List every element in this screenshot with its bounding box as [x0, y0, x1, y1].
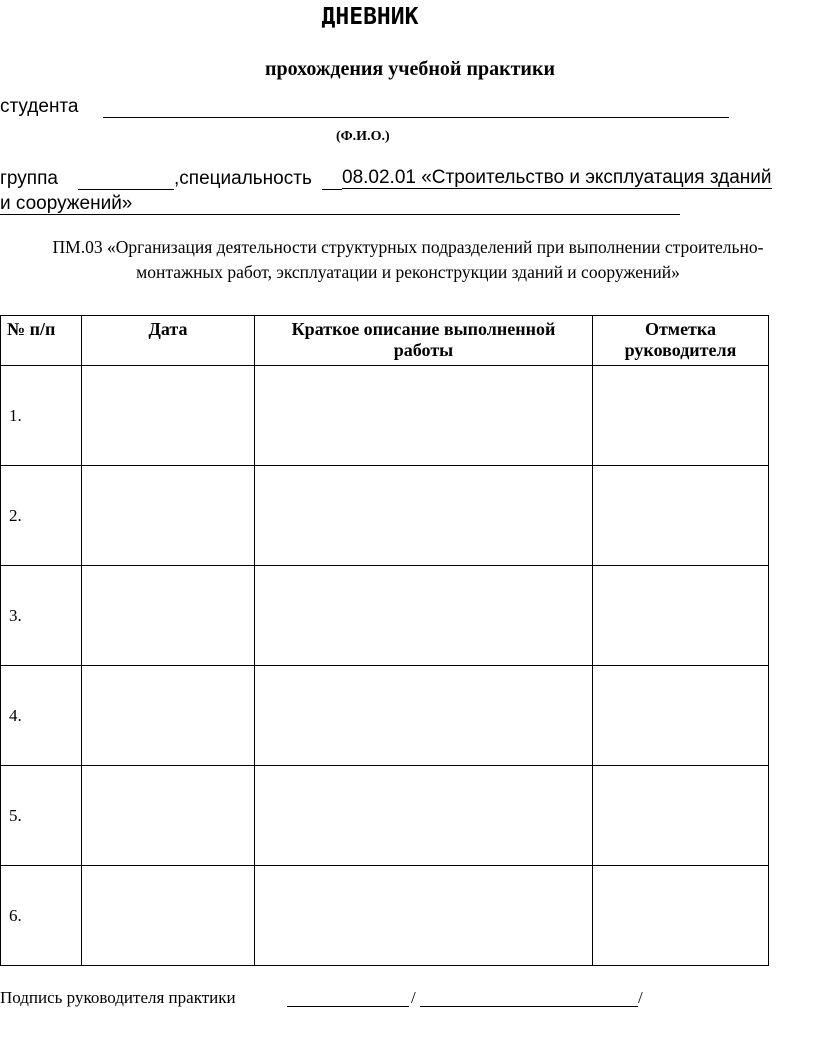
table-row — [1, 866, 769, 966]
table-row — [1, 766, 769, 866]
mark-cell[interactable] — [593, 766, 769, 866]
table-row — [1, 466, 769, 566]
row-number: 1. — [1, 366, 82, 466]
row-number: 6. — [1, 866, 82, 966]
table-row — [1, 566, 769, 666]
module-line-1: ПМ.03 «Организация деятельности структурных подразделений при выполнении строительно- — [52, 237, 764, 257]
module-line-2: монтажных работ, эксплуатации и реконструкции зданий и сооружений» — [136, 262, 680, 282]
description-cell[interactable] — [255, 666, 593, 766]
specialty-label: ,специальность — [174, 168, 312, 189]
description-cell[interactable] — [255, 866, 593, 966]
table-row — [1, 366, 769, 466]
header-mark — [593, 316, 769, 366]
row-number: 4. — [1, 666, 82, 766]
mark-cell[interactable] — [593, 866, 769, 966]
signature-name-field[interactable] — [420, 1006, 638, 1007]
description-cell[interactable] — [255, 466, 593, 566]
date-cell[interactable] — [82, 366, 255, 466]
description-cell[interactable] — [255, 366, 593, 466]
date-cell[interactable] — [82, 866, 255, 966]
specialty-underline-lead — [322, 189, 342, 190]
date-cell[interactable] — [82, 666, 255, 766]
row-number: 5. — [1, 766, 82, 866]
table-row — [1, 666, 769, 766]
fio-caption: (Ф.И.О.) — [336, 129, 390, 144]
diary-table — [0, 315, 769, 966]
document-subtitle: прохождения учебной практики — [264, 58, 556, 80]
table-header-row — [1, 316, 769, 366]
header-mark-line1: Отметка — [644, 319, 717, 339]
mark-cell[interactable] — [593, 366, 769, 466]
student-label: студента — [0, 96, 79, 117]
header-num: № п/п — [1, 316, 82, 366]
group-field[interactable] — [78, 189, 174, 190]
group-label: группа — [0, 168, 58, 189]
mark-cell[interactable] — [593, 666, 769, 766]
document-title: ДНЕВНИК — [321, 4, 419, 30]
header-description-line2: работы — [393, 340, 454, 360]
specialty-underline-tail — [132, 214, 680, 215]
row-number: 2. — [1, 466, 82, 566]
specialty-value-continued: и сооружений» — [0, 193, 133, 214]
date-cell[interactable] — [82, 466, 255, 566]
date-cell[interactable] — [82, 766, 255, 866]
mark-cell[interactable] — [593, 566, 769, 666]
description-cell[interactable] — [255, 566, 593, 666]
header-mark-line2: руководителя — [624, 340, 737, 360]
header-description — [255, 316, 593, 366]
student-name-field[interactable] — [103, 117, 729, 118]
date-cell[interactable] — [82, 566, 255, 666]
signature-end: / — [638, 988, 643, 1007]
signature-separator: / — [411, 988, 416, 1007]
mark-cell[interactable] — [593, 466, 769, 566]
signature-field[interactable] — [287, 1006, 409, 1007]
header-date: Дата — [82, 316, 255, 366]
signature-label: Подпись руководителя практики — [0, 988, 236, 1007]
specialty-value: 08.02.01 «Строительство и эксплуатация зданий — [342, 167, 772, 188]
description-cell[interactable] — [255, 766, 593, 866]
header-description-line1: Краткое описание выполненной — [291, 319, 556, 339]
row-number: 3. — [1, 566, 82, 666]
